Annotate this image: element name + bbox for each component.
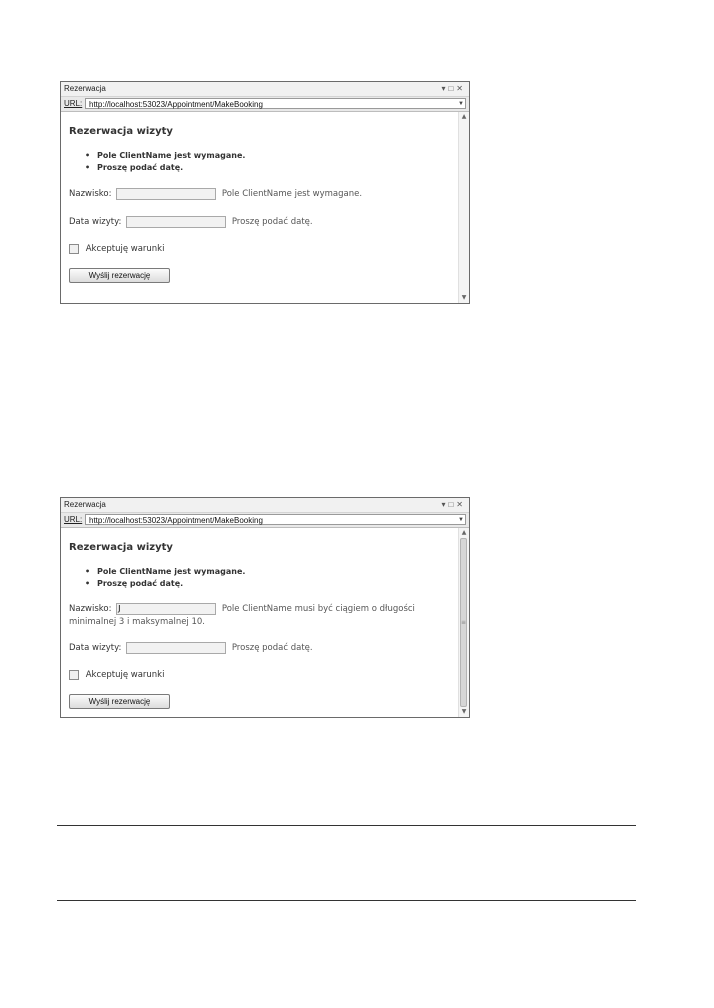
date-label: Data wizyty:: [69, 217, 122, 227]
page-title: Rezerwacja wizyty: [69, 126, 173, 137]
chevron-down-icon[interactable]: ▼: [458, 101, 464, 107]
validation-error: • Pole ClientName jest wymagane.: [85, 150, 245, 162]
validation-summary: [85, 566, 245, 590]
scroll-up-arrow-icon[interactable]: ▲: [461, 529, 467, 536]
name-validation-message: Pole ClientName musi być ciągiem o długości: [221, 604, 415, 614]
url-label: URL:: [64, 99, 83, 108]
date-label: Data wizyty:: [69, 643, 122, 653]
window-title: Rezerwacja: [64, 84, 106, 93]
url-bar: [61, 97, 469, 112]
window-controls: [441, 498, 466, 512]
terms-label: Akceptuję warunki: [85, 670, 165, 680]
terms-checkbox[interactable]: [69, 244, 79, 254]
validation-error: • Proszę podać datę.: [85, 578, 245, 590]
name-row: [69, 188, 362, 200]
maximize-icon[interactable]: □: [448, 500, 457, 509]
window-controls: [441, 82, 466, 96]
maximize-icon[interactable]: □: [448, 84, 457, 93]
submit-booking-button[interactable]: Wyślij rezerwację: [69, 268, 170, 283]
page-title: Rezerwacja wizyty: [69, 542, 173, 553]
name-input[interactable]: [116, 188, 216, 200]
horizontal-rule-top: [57, 825, 636, 826]
browser-window-1: [60, 81, 470, 304]
validation-error: • Pole ClientName jest wymagane.: [85, 566, 245, 578]
name-input[interactable]: J: [116, 603, 216, 615]
name-validation-message-continued: minimalnej 3 i maksymalnej 10.: [69, 616, 206, 627]
name-validation-message: Pole ClientName jest wymagane.: [221, 189, 363, 199]
page-content: [61, 112, 459, 303]
scrollbar-thumb[interactable]: [460, 538, 467, 707]
terms-row: [69, 670, 164, 681]
name-row: [69, 603, 429, 628]
horizontal-rule-bottom: [57, 900, 636, 901]
url-text: http://localhost:53023/Appointment/MakeBooking: [89, 100, 263, 109]
url-bar: [61, 513, 469, 528]
validation-summary: [85, 150, 245, 174]
url-label: URL:: [64, 515, 83, 524]
window-titlebar: [61, 498, 469, 513]
url-input[interactable]: [85, 98, 466, 109]
vertical-scrollbar[interactable]: [458, 112, 469, 303]
terms-row: [69, 244, 164, 255]
window-title: Rezerwacja: [64, 500, 106, 509]
submit-booking-button[interactable]: Wyślij rezerwację: [69, 694, 170, 709]
scroll-up-arrow-icon[interactable]: ▲: [461, 113, 467, 120]
url-input[interactable]: [85, 514, 466, 525]
date-row: [69, 642, 313, 654]
window-titlebar: [61, 82, 469, 97]
close-icon[interactable]: ✕: [456, 500, 466, 509]
terms-checkbox[interactable]: [69, 670, 79, 680]
page-content: [61, 528, 459, 717]
browser-window-2: [60, 497, 470, 718]
date-input[interactable]: [126, 216, 226, 228]
name-label: Nazwisko:: [69, 189, 112, 199]
scroll-down-arrow-icon[interactable]: ▼: [461, 294, 467, 301]
date-validation-message: Proszę podać datę.: [231, 217, 313, 227]
validation-error: • Proszę podać datę.: [85, 162, 245, 174]
date-input[interactable]: [126, 642, 226, 654]
date-validation-message: Proszę podać datę.: [231, 643, 313, 653]
grip-icon: ≡: [461, 618, 467, 626]
chevron-down-icon[interactable]: ▼: [458, 517, 464, 523]
url-text: http://localhost:53023/Appointment/MakeBooking: [89, 516, 263, 525]
name-label: Nazwisko:: [69, 604, 112, 614]
scroll-down-arrow-icon[interactable]: ▼: [461, 708, 467, 715]
pin-dropdown-icon[interactable]: ▾: [441, 84, 449, 93]
pin-dropdown-icon[interactable]: ▾: [441, 500, 449, 509]
close-icon[interactable]: ✕: [456, 84, 466, 93]
terms-label: Akceptuję warunki: [85, 244, 165, 254]
vertical-scrollbar[interactable]: [458, 528, 469, 717]
date-row: [69, 216, 313, 228]
